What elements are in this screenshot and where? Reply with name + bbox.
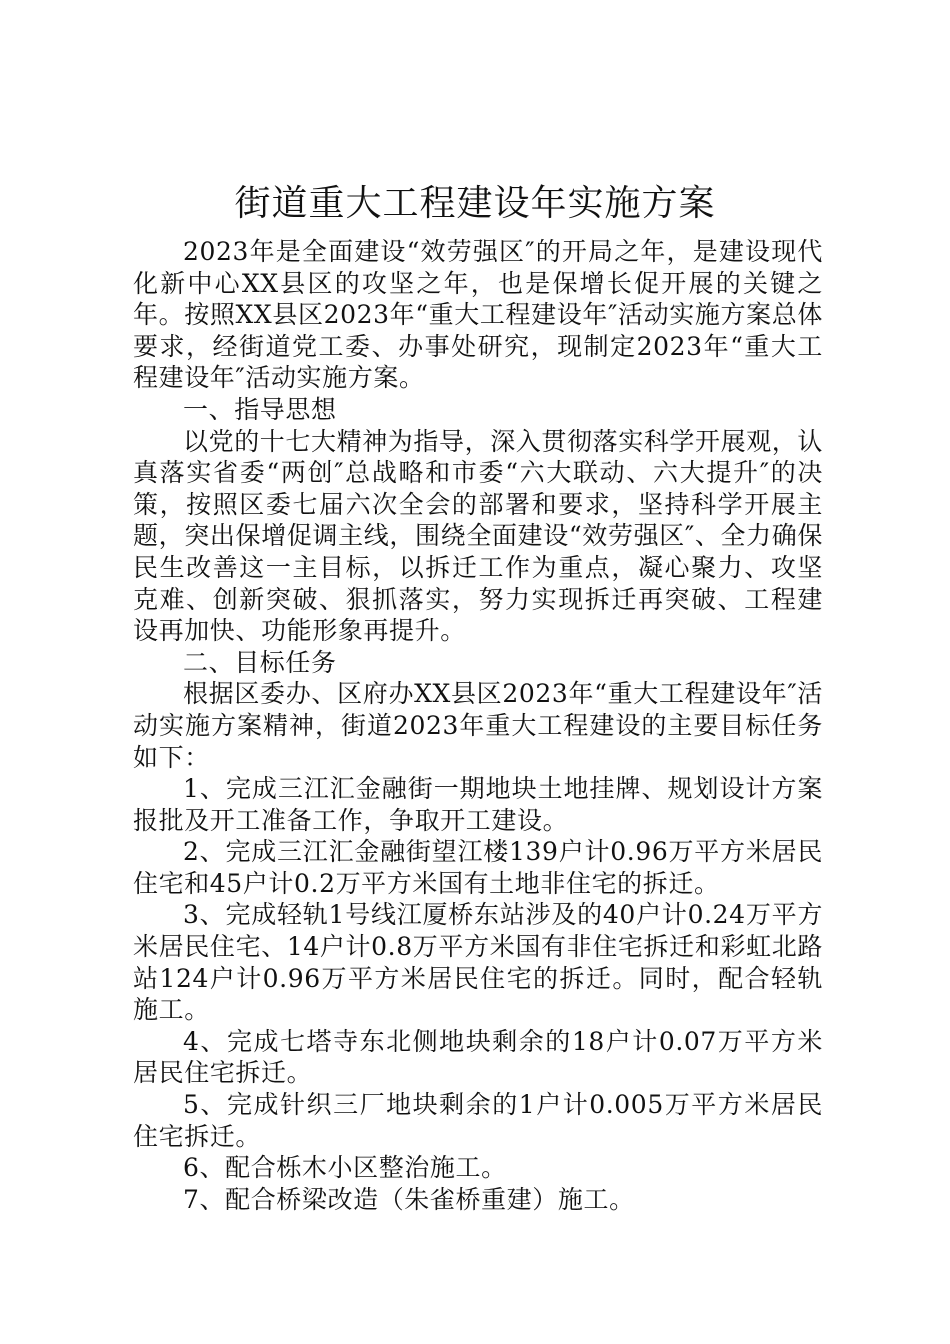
- document-title: 街道重大工程建设年实施方案: [234, 183, 716, 224]
- intro-paragraph: 2023年是全面建设“效劳强区″的开局之年，是建设现代化新中心XX县区的攻坚之年，也是保增长促开展的关键之年。按照XX县区2023年“重大工程建设年″活动实施方案总体要求，经街道党工委、办事处研究，现制定2023年“重大工程建设年″活动实施方案。: [133, 237, 823, 393]
- document-body: [133, 236, 823, 1215]
- goals-tasks-paragraph: 根据区委办、区府办XX县区2023年“重大工程建设年″活动实施方案精神，街道2023年重大工程建设的主要目标任务如下：: [133, 679, 823, 772]
- task-item-1: 1、完成三江汇金融街一期地块土地挂牌、规划设计方案报批及开工准备工作，争取开工建设。: [133, 774, 823, 835]
- section-heading-guiding-ideology: 一、指导思想: [183, 394, 337, 424]
- task-item-7: 7、配合桥梁改造（朱雀桥重建）施工。: [183, 1184, 635, 1214]
- guiding-ideology-paragraph: 以党的十七大精神为指导，深入贯彻落实科学开展观，认真落实省委“两创″总战略和市委“六大联动、六大提升″的决策，按照区委七届六次全会的部署和要求，坚持科学开展主题，突出保增促调主线，围绕全面建设“效劳强区″、全力确保民生改善这一主目标，以拆迁工作为重点，凝心聚力、攻坚克难、创新突破、狠抓落实，努力实现拆迁再突破、工程建设再加快、功能形象再提升。: [133, 426, 824, 646]
- task-item-3: 3、完成轻轨1号线江厦桥东站涉及的40户计0.24万平方米居民住宅、14户计0.8万平方米国有非住宅拆迁和彩虹北路站124户计0.96万平方米居民住宅的拆迁。同时，配合轻轨施工。: [133, 900, 823, 1025]
- task-item-5: 5、完成针织三厂地块剩余的1户计0.005万平方米居民住宅拆迁。: [133, 1090, 823, 1151]
- section-heading-goals-tasks: 二、目标任务: [183, 647, 337, 677]
- task-item-4: 4、完成七塔寺东北侧地块剩余的18户计0.07万平方米居民住宅拆迁。: [133, 1026, 823, 1088]
- task-item-6: 6、配合栎木小区整治施工。: [183, 1153, 507, 1183]
- task-item-2: 2、完成三江汇金融街望江楼139户计0.96万平方米居民住宅和45户计0.2万平方米国有土地非住宅的拆迁。: [133, 837, 823, 898]
